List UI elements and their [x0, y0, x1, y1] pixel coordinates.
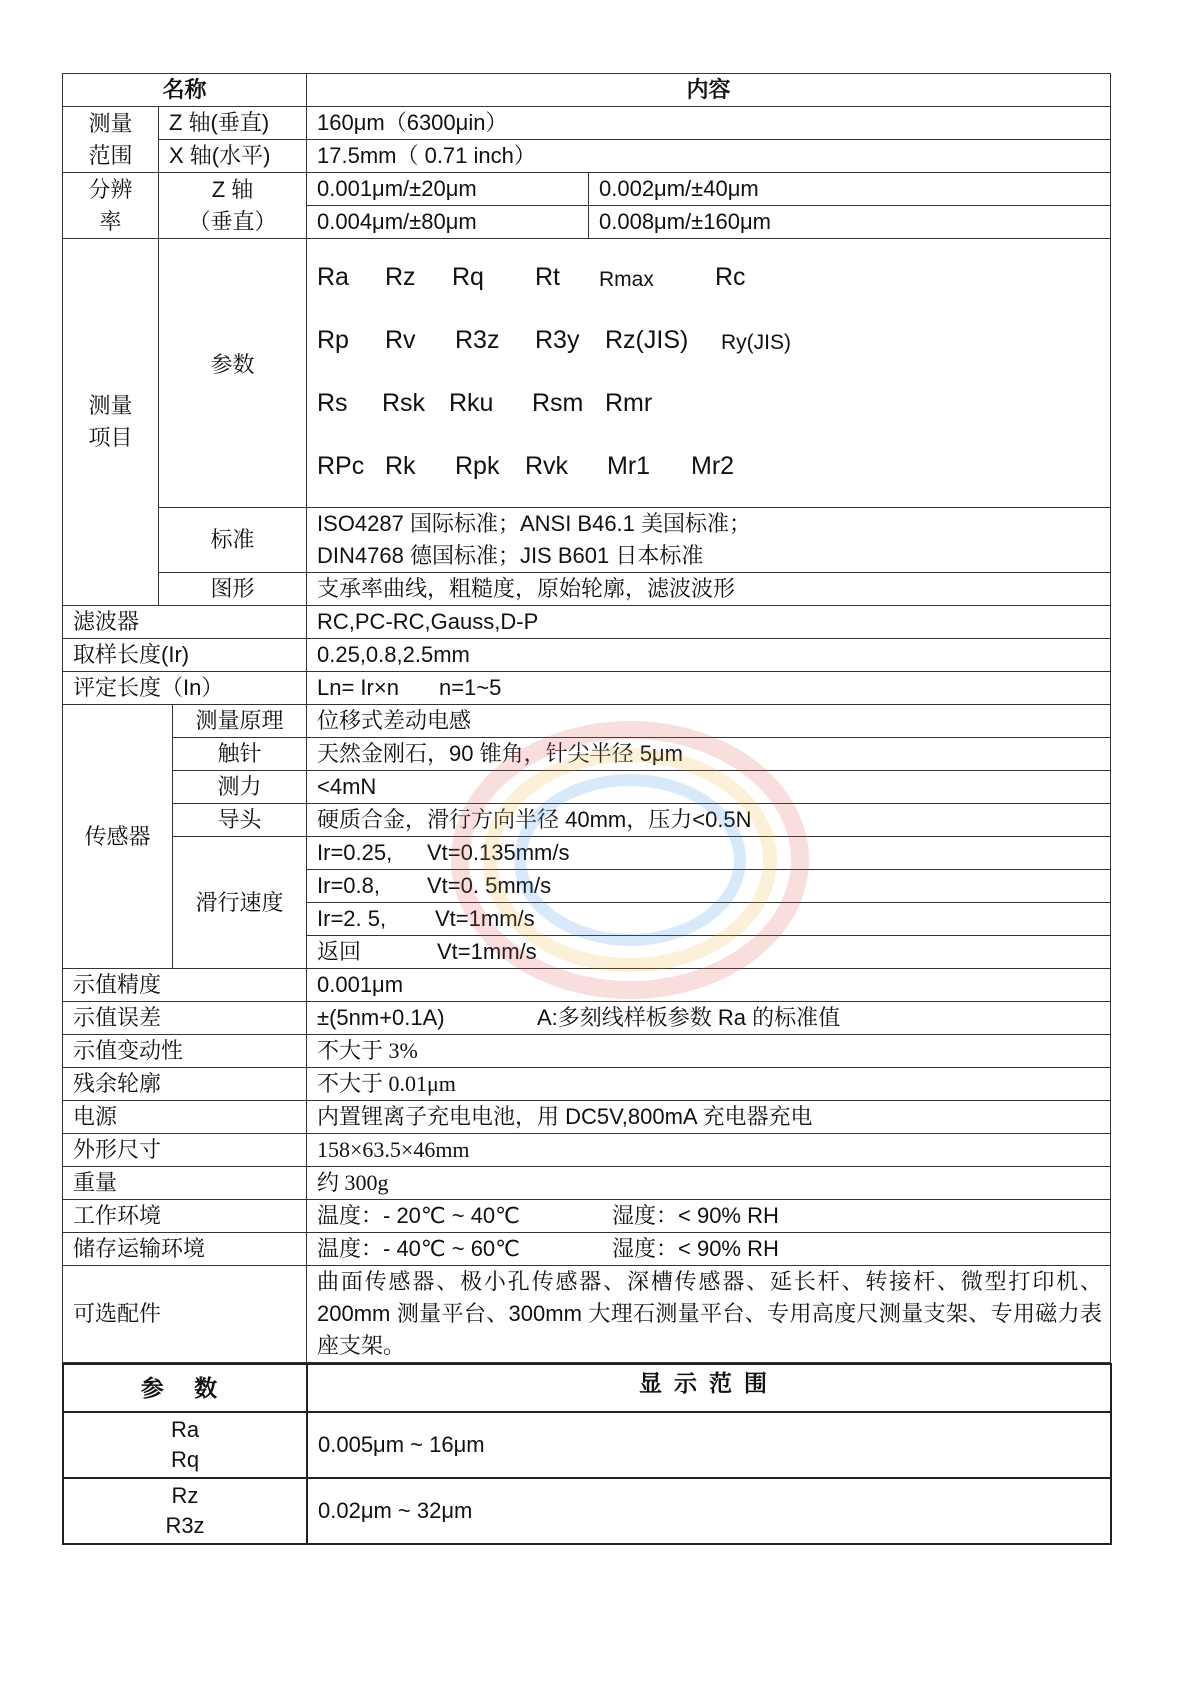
standard-label: 标准	[159, 508, 307, 573]
resolution-value: 0.008μm/±160μm	[589, 206, 1111, 239]
filter-label: 滤波器	[63, 606, 307, 639]
accessories-value: 曲面传感器、极小孔传感器、深槽传感器、延长杆、转接杆、微型打印机、200mm 测量平台、300mm 大理石测量平台、专用高度尺测量支架、专用磁力表座支架。	[307, 1266, 1111, 1363]
guide-value: 硬质合金，滑行方向半径 40mm，压力<0.5N	[307, 804, 1111, 837]
param-item: Rsk	[382, 389, 426, 417]
accessories-label: 可选配件	[63, 1266, 307, 1363]
x-axis-range: 17.5mm（ 0.71 inch）	[307, 140, 1111, 173]
eval-length-label: 评定长度（In）	[63, 672, 307, 705]
param-item: Rz	[385, 263, 416, 291]
param-item: Rvk	[525, 452, 569, 480]
params-row	[317, 310, 1100, 373]
force-value: <4mN	[307, 771, 1111, 804]
param-item: Rz(JIS)	[605, 326, 689, 354]
range-header-range: 显示范围	[307, 1364, 1111, 1412]
resolution-value: 0.001μm/±20μm	[307, 173, 589, 206]
row-label: 工作环境	[63, 1200, 307, 1233]
param-item: Rpk	[455, 452, 500, 480]
row-label: 电源	[63, 1101, 307, 1134]
range-param-label: Ra Rq	[63, 1412, 307, 1478]
spec-table	[62, 73, 1111, 1363]
spec-sheet	[62, 73, 1110, 1545]
row-value: 158×63.5×46mm	[307, 1134, 1111, 1167]
param-item: Rc	[715, 263, 746, 291]
row-value: ±(5nm+0.1A) A:多刻线样板参数 Ra 的标准值	[307, 1002, 1111, 1035]
params-label: 参数	[159, 239, 307, 508]
x-axis-label: X 轴(水平)	[159, 140, 307, 173]
param-item: R3z	[455, 326, 500, 354]
param-item: Rv	[385, 326, 416, 354]
row-value: 内置锂离子充电电池，用 DC5V,800mA 充电器充电	[307, 1101, 1111, 1134]
z-axis-label: Z 轴(垂直)	[159, 107, 307, 140]
row-label: 示值误差	[63, 1002, 307, 1035]
row-label: 重量	[63, 1167, 307, 1200]
param-item: Rk	[385, 452, 416, 480]
row-value: 0.001μm	[307, 969, 1111, 1002]
speed-row: Ir=2. 5, Vt=1mm/s	[307, 903, 1111, 936]
stylus-label: 触针	[173, 738, 307, 771]
resolution-value: 0.004μm/±80μm	[307, 206, 589, 239]
row-label: 示值变动性	[63, 1035, 307, 1068]
speed-row: Ir=0.8, Vt=0. 5mm/s	[307, 870, 1111, 903]
params-row	[317, 373, 1100, 436]
row-value: 温度：- 40℃ ~ 60℃ 湿度：< 90% RH	[307, 1233, 1111, 1266]
param-item: Rku	[449, 389, 494, 417]
standard-line: ISO4287 国际标准；ANSI B46.1 美国标准；	[317, 511, 752, 536]
principle-value: 位移式差动电感	[307, 705, 1111, 738]
speed-label: 滑行速度	[173, 837, 307, 969]
sample-length-value: 0.25,0.8,2.5mm	[307, 639, 1111, 672]
guide-label: 导头	[173, 804, 307, 837]
params-row	[317, 247, 1100, 310]
range-param-label: Rz R3z	[63, 1478, 307, 1544]
range-value: 0.005μm ~ 16μm	[307, 1412, 1111, 1478]
params-grid	[307, 239, 1111, 508]
param-item: Mr1	[607, 452, 651, 480]
filter-value: RC,PC-RC,Gauss,D-P	[307, 606, 1111, 639]
measure-range-label: 测量 范围	[63, 107, 159, 173]
row-value: 温度：- 20℃ ~ 40℃ 湿度：< 90% RH	[307, 1200, 1111, 1233]
param-item: Rp	[317, 326, 349, 354]
param-item: R3y	[535, 326, 580, 354]
param-item: Rs	[317, 389, 348, 417]
items-label: 测量 项目	[63, 239, 159, 606]
eval-length-value: Ln= Ir×n n=1~5	[307, 672, 1111, 705]
param-item: Rq	[452, 263, 484, 291]
standard-value	[307, 508, 1111, 573]
resolution-axis: Z 轴 （垂直）	[159, 173, 307, 239]
range-header-param: 参 数	[63, 1364, 307, 1412]
param-item: Ra	[317, 263, 349, 291]
param-item: Rmr	[605, 389, 653, 417]
display-range-table	[62, 1363, 1112, 1545]
param-item: Ry(JIS)	[721, 331, 791, 354]
resolution-label: 分辨 率	[63, 173, 159, 239]
row-label: 残余轮廓	[63, 1068, 307, 1101]
row-label: 外形尺寸	[63, 1134, 307, 1167]
header-content: 内容	[307, 74, 1111, 107]
sample-length-label: 取样长度(Ir)	[63, 639, 307, 672]
param-item: Mr2	[691, 452, 735, 480]
resolution-value: 0.002μm/±40μm	[589, 173, 1111, 206]
graph-value: 支承率曲线，粗糙度，原始轮廓，滤波波形	[307, 573, 1111, 606]
standard-line: DIN4768 德国标准；JIS B601 日本标准	[317, 543, 704, 568]
sensor-label: 传感器	[63, 705, 173, 969]
graph-label: 图形	[159, 573, 307, 606]
speed-row: Ir=0.25, Vt=0.135mm/s	[307, 837, 1111, 870]
param-item: Rmax	[599, 268, 654, 291]
row-value: 约 300g	[307, 1167, 1111, 1200]
principle-label: 测量原理	[173, 705, 307, 738]
param-item: RPc	[317, 452, 365, 480]
row-label: 储存运输环境	[63, 1233, 307, 1266]
header-name: 名称	[63, 74, 307, 107]
row-value: 不大于 0.01μm	[307, 1068, 1111, 1101]
row-value: 不大于 3%	[307, 1035, 1111, 1068]
force-label: 测力	[173, 771, 307, 804]
param-item: Rt	[535, 263, 560, 291]
params-row	[317, 436, 1100, 499]
range-value: 0.02μm ~ 32μm	[307, 1478, 1111, 1544]
param-item: Rsm	[532, 389, 584, 417]
stylus-value: 天然金刚石，90 锥角，针尖半径 5μm	[307, 738, 1111, 771]
z-axis-range: 160μm（6300μin）	[307, 107, 1111, 140]
row-label: 示值精度	[63, 969, 307, 1002]
speed-row: 返回 Vt=1mm/s	[307, 936, 1111, 969]
